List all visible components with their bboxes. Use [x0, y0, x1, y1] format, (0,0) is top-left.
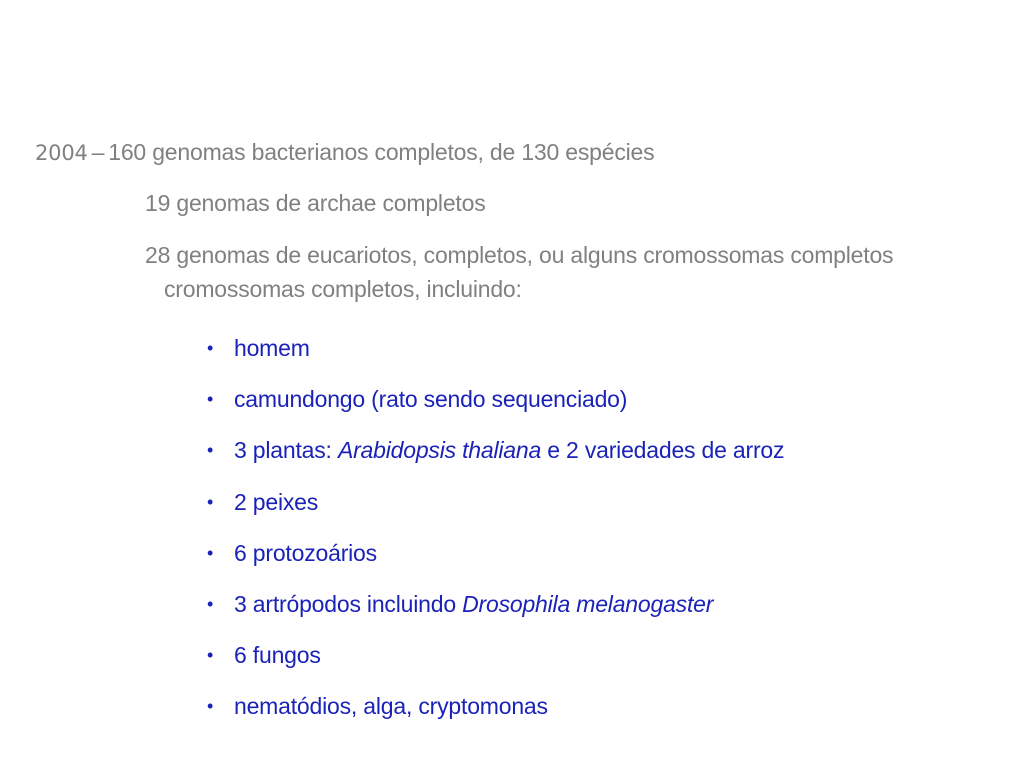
dash: –	[91, 139, 105, 165]
archaea-line: 19 genomas de archae completos	[145, 190, 486, 216]
bullet-icon: •	[207, 440, 214, 461]
list-item-text: 6 fungos	[234, 642, 321, 669]
bacteria-line	[35, 138, 654, 167]
list-item-text	[234, 590, 713, 618]
bullet-icon: •	[207, 389, 214, 410]
eukaryotes-line-1: 28 genomas de eucariotos, completos, ou alguns cromossomas completos	[145, 242, 894, 268]
list-item-text: 6 protozoários	[234, 539, 377, 566]
bullet-icon: •	[207, 491, 214, 512]
eukaryotes-line-2: cromossomas completos, incluindo:	[164, 276, 522, 302]
species-name: Drosophila melanogaster	[462, 590, 714, 617]
year-label: 2004	[35, 141, 88, 165]
species-name: Arabidopsis thaliana	[337, 437, 542, 464]
list-item-suffix: e 2 variedades de arroz	[541, 437, 785, 464]
list-item-text: homem	[234, 335, 310, 361]
bullet-icon: •	[207, 338, 214, 358]
list-item-text: nematódios, alga, cryptomonas	[234, 693, 548, 720]
bullet-icon: •	[207, 696, 214, 717]
bullet-icon: •	[207, 593, 214, 614]
list-item-prefix: 3 plantas:	[234, 437, 338, 464]
list-item-text: 2 peixes	[234, 488, 319, 515]
bacteria-text: 160 genomas bacterianos completos, de 130 espécies	[108, 139, 655, 165]
bullet-icon: •	[207, 645, 214, 666]
list-item-text	[234, 436, 784, 464]
list-item-text: camundongo (rato sendo sequenciado)	[234, 386, 628, 413]
list-item-prefix: 3 artrópodos incluindo	[234, 590, 463, 617]
bullet-icon: •	[207, 542, 214, 563]
